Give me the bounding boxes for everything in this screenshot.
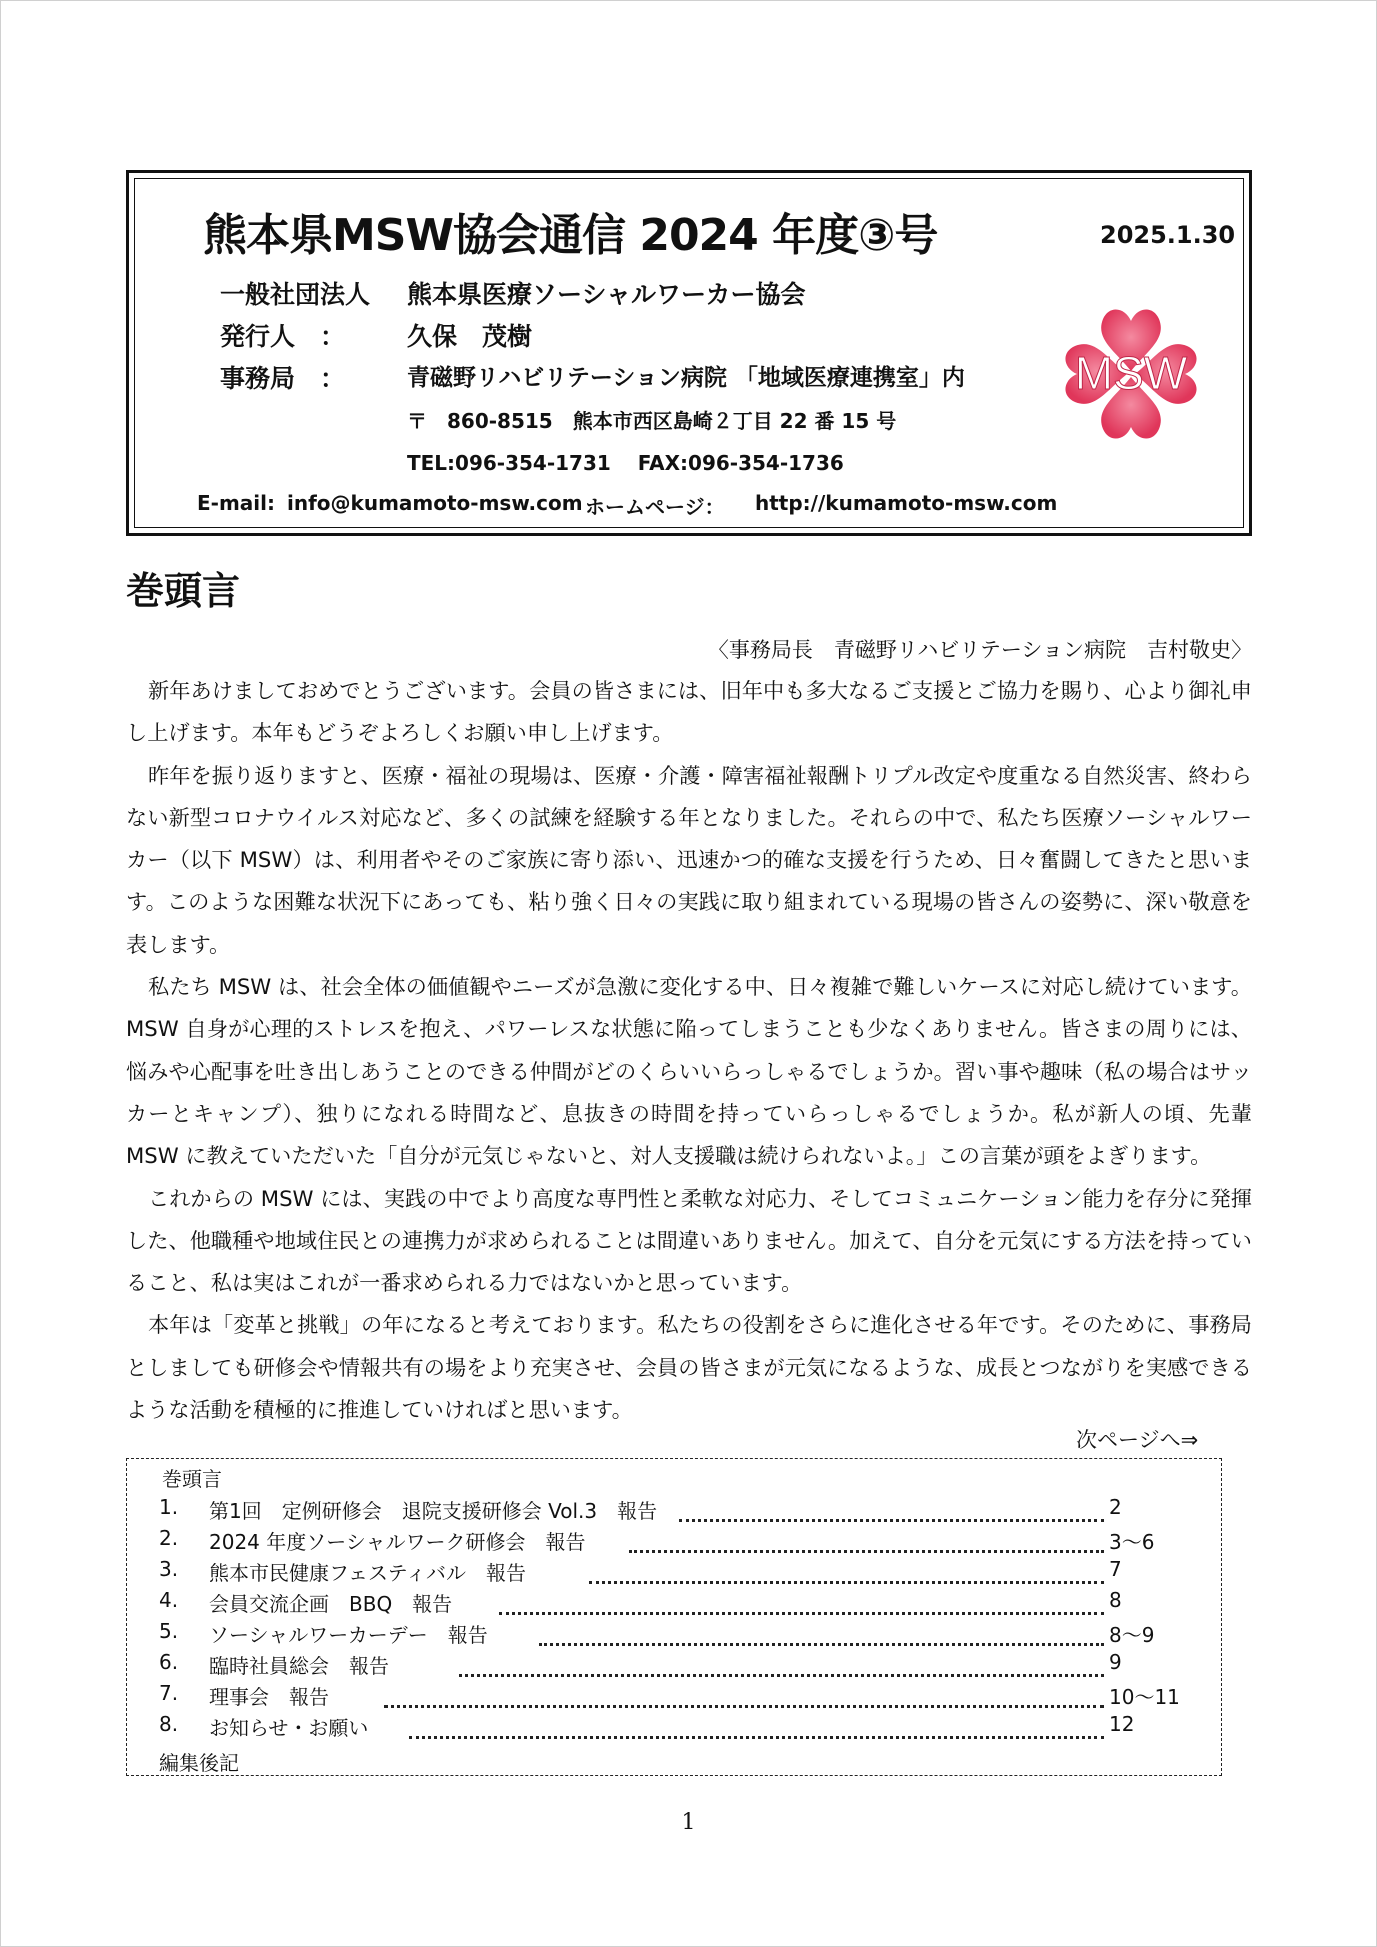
- toc-item-title: お知らせ・お願い: [209, 1716, 369, 1740]
- toc-leader-dots: [384, 1681, 1104, 1708]
- toc-leader-dots: [499, 1588, 1104, 1615]
- toc-leader-dots: [409, 1712, 1104, 1739]
- paragraph: これからの MSW には、実践の中でより高度な専門性と柔軟な対応力、そしてコミュニケーション能力を存分に発揮した、他職種や地域住民との連携力が求められることは間違いありません。加えて、自分を元気にする方法を持っていること、私は実はこれが一番求められる力ではないかと思っています。: [126, 1185, 1252, 1296]
- table-of-contents: [126, 1458, 1222, 1776]
- toc-item-title: ソーシャルワーカーデー 報告: [209, 1623, 488, 1647]
- newsletter-header: [126, 170, 1252, 536]
- section-title: 巻頭言: [126, 569, 241, 613]
- homepage-link[interactable]: http://kumamoto-msw.com: [755, 491, 1058, 515]
- toc-item-number: 5.: [159, 1619, 179, 1643]
- toc-item-page: 7: [1109, 1557, 1122, 1581]
- toc-item-page: 8: [1109, 1588, 1122, 1612]
- tel-fax: TEL:096-354-1731 FAX:096-354-1736: [407, 451, 844, 475]
- toc-item-number: 2.: [159, 1526, 179, 1550]
- publisher-label: 発行人 ：: [220, 322, 346, 351]
- toc-heading: 巻頭言: [162, 1467, 222, 1491]
- header-inner-frame: [134, 178, 1244, 528]
- toc-item[interactable]: [159, 1681, 1179, 1711]
- msw-logo: [1045, 289, 1217, 459]
- toc-item-title: 熊本市民健康フェスティバル 報告: [209, 1561, 526, 1585]
- email-label: E-mail:: [197, 491, 276, 515]
- email-link[interactable]: info@kumamoto-msw.com: [287, 491, 583, 515]
- toc-leader-dots: [589, 1557, 1104, 1584]
- homepage-label: ホームページ：: [585, 495, 725, 519]
- issue-date: 2025.1.30: [1100, 221, 1236, 249]
- toc-item-title: 理事会 報告: [209, 1685, 329, 1709]
- publisher-name: 久保 茂樹: [407, 322, 533, 351]
- toc-item-title: 第1回 定例研修会 退院支援研修会 Vol.3 報告: [209, 1499, 658, 1523]
- article-body: [126, 670, 1252, 1431]
- toc-leader-dots: [679, 1495, 1104, 1522]
- toc-item-page: 3〜6: [1109, 1530, 1155, 1554]
- toc-item-title: 臨時社員総会 報告: [209, 1654, 389, 1678]
- postal-address: 〒 860-8515 熊本市西区島崎２丁目 22 番 15 号: [407, 409, 897, 433]
- toc-item-title: 2024 年度ソーシャルワーク研修会 報告: [209, 1530, 586, 1554]
- toc-item[interactable]: [159, 1495, 1179, 1525]
- paragraph: 本年は「変革と挑戦」の年になると考えております。私たちの役割をさらに進化させる年です。そのために、事務局としましても研修会や情報共有の場をより充実させ、会員の皆さまが元気になるような、成長とつながりを実感できるような活動を積極的に推進していければと思います。: [126, 1312, 1252, 1423]
- paragraph: 私たち MSW は、社会全体の価値観やニーズが急激に変化する中、日々複雑で難しいケースに対応し続けています。MSW 自身が心理的ストレスを抱え、パワーレスな状態に陥ってしまうことも少なくありません。皆さまの周りには、悩みや心配事を吐き出しあうことのできる仲間がどのくらいいらっしゃるでしょうか。習い事や趣味（私の場合はサッカーとキャンプ）、独りになれる時間など、息抜きの時間を持っていらっしゃるでしょうか。私が新人の頃、先輩 MSW に教えていただいた「自分が元気じゃないと、対人支援職は続けられないよ。」この言葉が頭をよぎります。: [126, 974, 1252, 1169]
- toc-leader-dots: [459, 1650, 1104, 1677]
- toc-item-title: 会員交流企画 BBQ 報告: [209, 1592, 453, 1616]
- toc-item[interactable]: [159, 1526, 1179, 1556]
- toc-item-number: 1.: [159, 1495, 179, 1519]
- toc-item-page: 10〜11: [1109, 1685, 1180, 1709]
- toc-item-page: 8〜9: [1109, 1623, 1155, 1647]
- toc-item[interactable]: [159, 1619, 1179, 1649]
- toc-item-page: 9: [1109, 1650, 1122, 1674]
- paragraph: 昨年を振り返りますと、医療・福祉の現場は、医療・介護・障害福祉報酬トリプル改定や度重なる自然災害、終わらない新型コロナウイルス対応など、多くの試練を経験する年となりました。それらの中で、私たち医療ソーシャルワーカー（以下 MSW）は、利用者やそのご家族に寄り添い、迅速かつ的確な支援を行うため、日々奮闘してきたと思います。このような困難な状況下にあっても、粘り強く日々の実践に取り組まれている現場の皆さんの姿勢に、深い敬意を表します。: [126, 762, 1252, 957]
- toc-leader-dots: [629, 1526, 1104, 1553]
- page-number: 1: [681, 1810, 696, 1835]
- toc-item-number: 7.: [159, 1681, 179, 1705]
- toc-item[interactable]: [159, 1712, 1179, 1742]
- org-label: 一般社団法人: [220, 280, 371, 309]
- toc-item-page: 12: [1109, 1712, 1135, 1736]
- toc-leader-dots: [539, 1619, 1104, 1646]
- toc-item[interactable]: [159, 1650, 1179, 1680]
- office-label: 事務局 ：: [220, 364, 346, 393]
- newsletter-title: 熊本県MSW協会通信 2024 年度③号: [203, 210, 938, 261]
- toc-item-number: 4.: [159, 1588, 179, 1612]
- office-name: 青磁野リハビリテーション病院 「地域医療連携室」内: [407, 365, 965, 391]
- org-name: 熊本県医療ソーシャルワーカー協会: [407, 280, 806, 309]
- author-byline: 〈事務局長 青磁野リハビリテーション病院 吉村敬史〉: [707, 638, 1252, 662]
- toc-item-number: 6.: [159, 1650, 179, 1674]
- toc-item-page: 2: [1109, 1495, 1122, 1519]
- toc-item[interactable]: [159, 1588, 1179, 1618]
- paragraph: 新年あけましておめでとうございます。会員の皆さまには、旧年中も多大なるご支援とご協力を賜り、心より御礼申し上げます。本年もどうぞよろしくお願い申し上げます。: [126, 678, 1252, 746]
- toc-item-number: 8.: [159, 1712, 179, 1736]
- toc-item[interactable]: [159, 1557, 1179, 1587]
- toc-footer: 編集後記: [159, 1751, 239, 1775]
- next-page-link[interactable]: 次ページへ⇒: [1068, 1424, 1198, 1454]
- toc-item-number: 3.: [159, 1557, 179, 1581]
- logo-text: MSW: [1074, 347, 1188, 399]
